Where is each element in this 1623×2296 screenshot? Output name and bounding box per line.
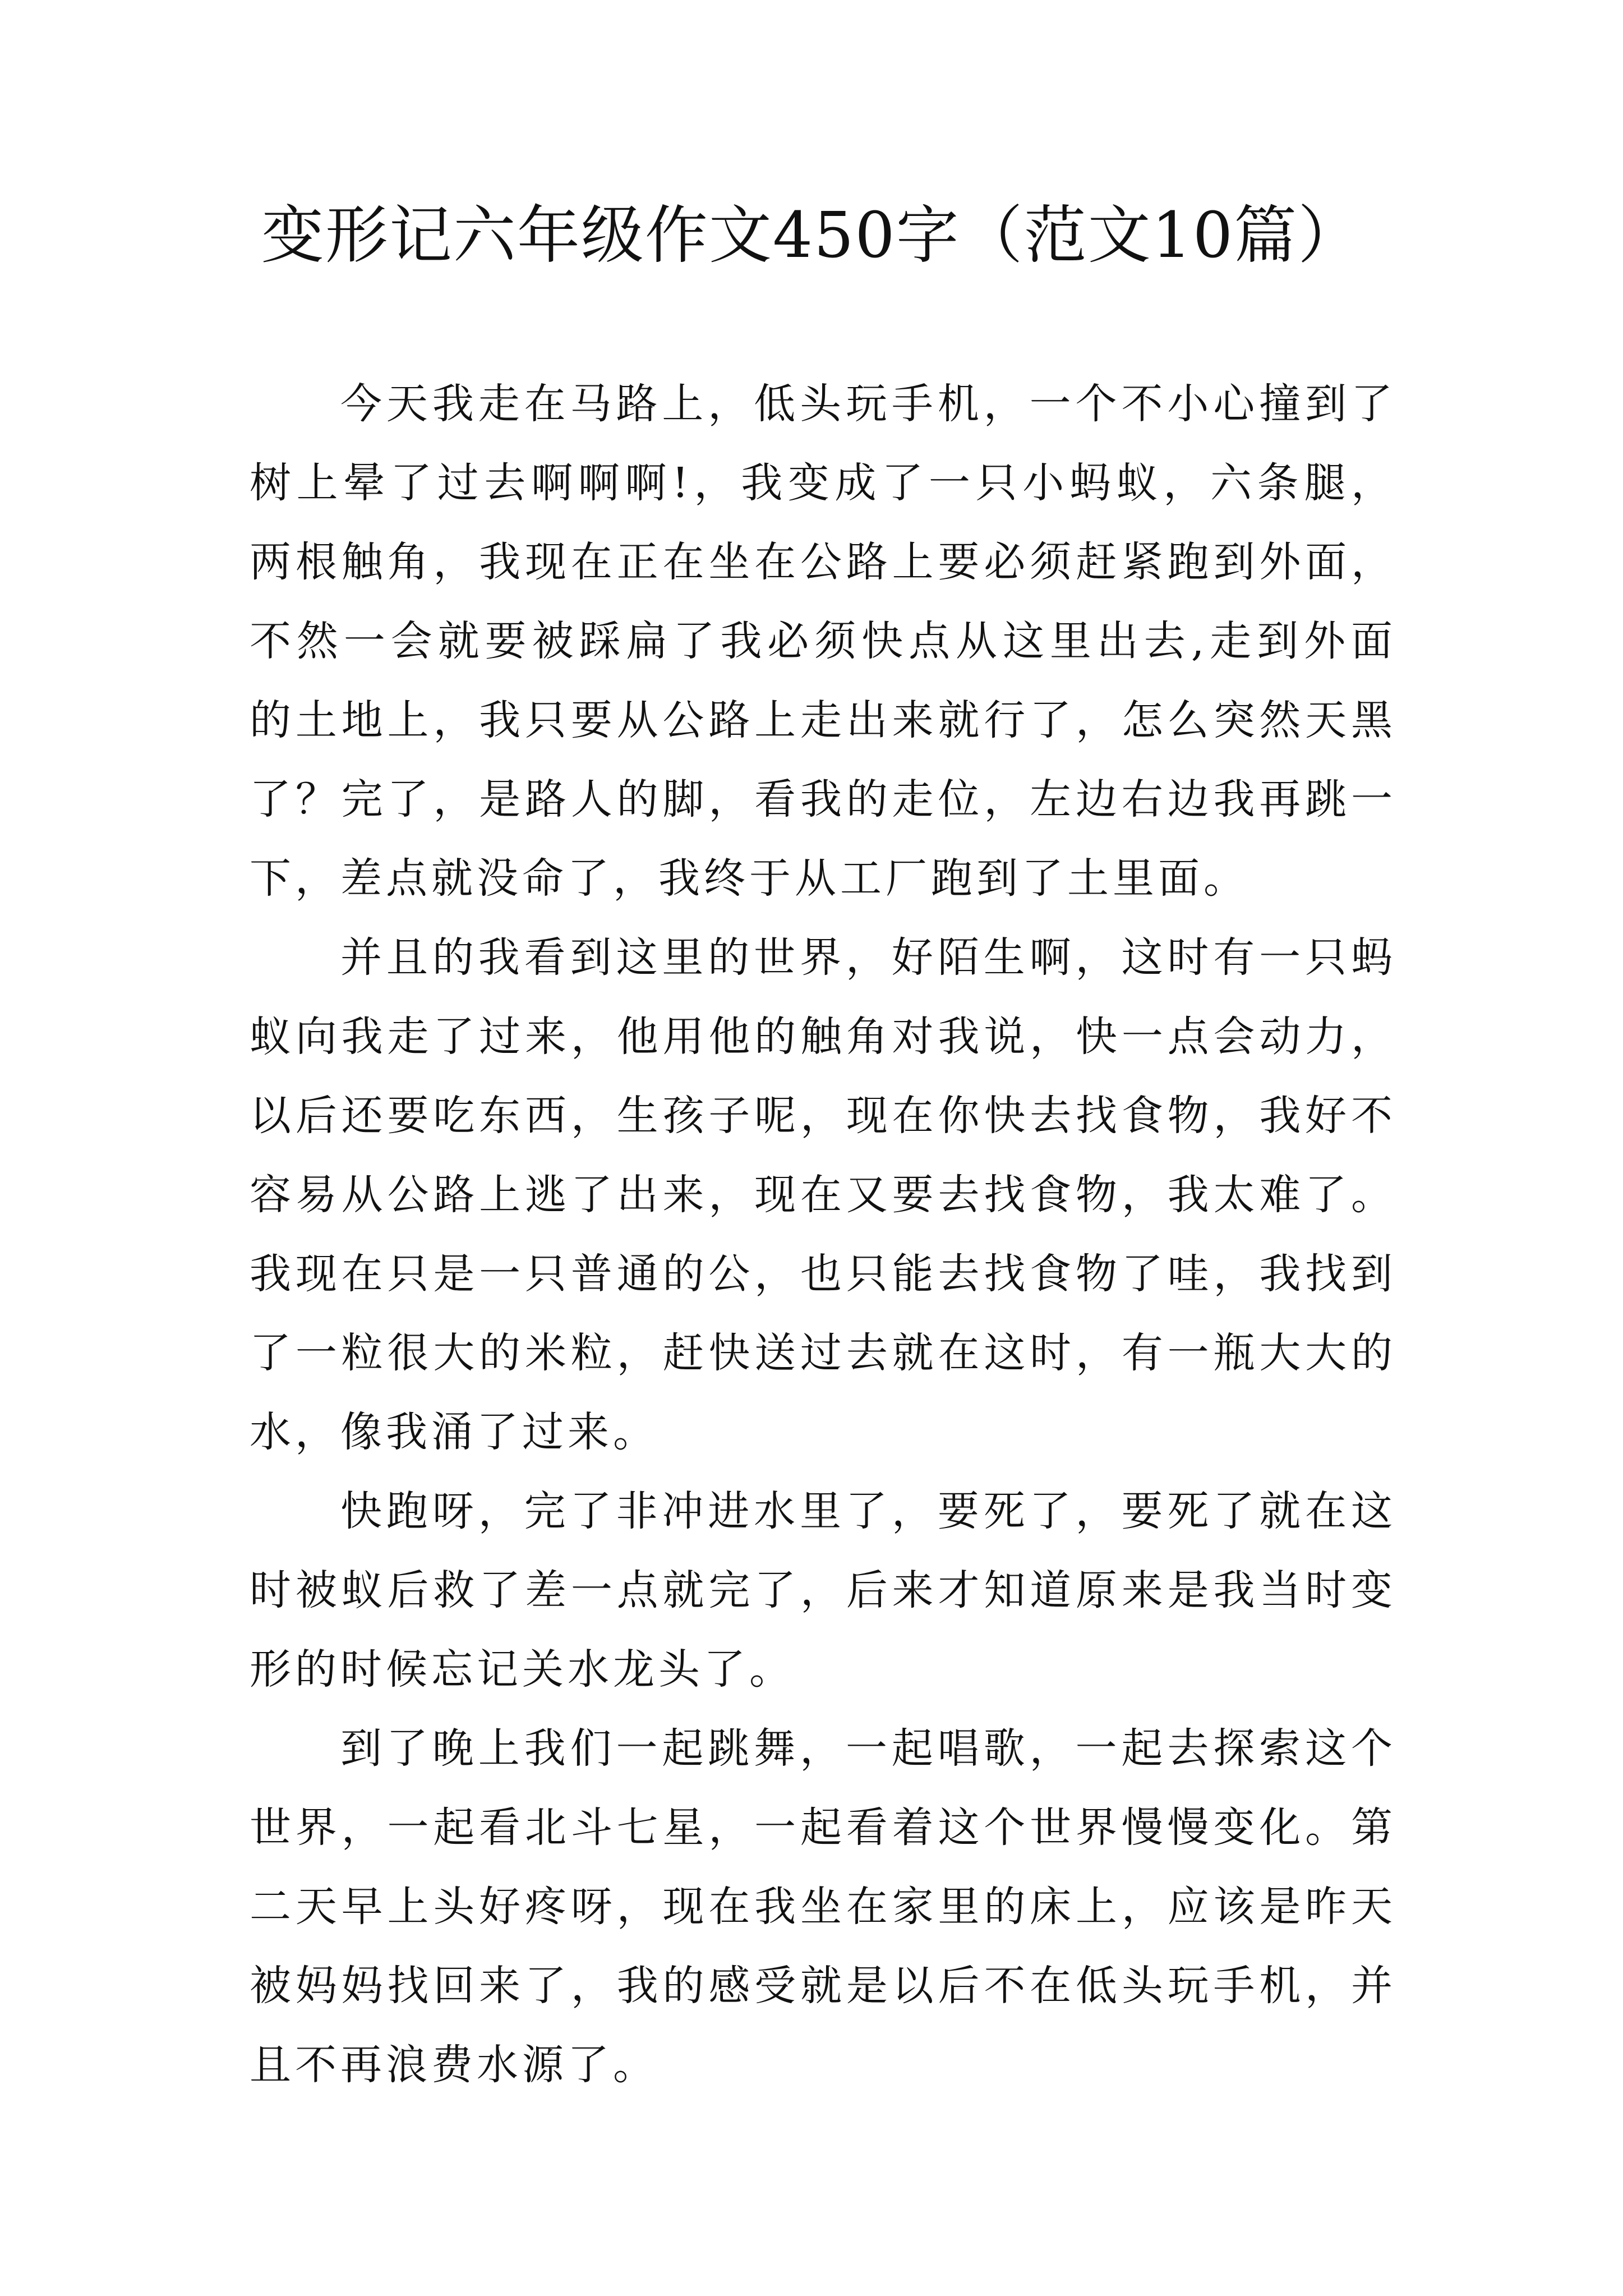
document-body (250, 365, 1396, 2105)
paragraph-1: 今天我走在马路上，低头玩手机，一个不小心撞到了树上晕了过去啊啊啊!，我变成了一只小蚂蚁，六条腿，两根触角，我现在正在坐在公路上要必须赶紧跑到外面，不然一会就要被踩扁了我必须快点从这里出去,走到外面的土地上，我只要从公路上走出来就行了，怎么突然天黑了？完了，是路人的脚，看我的走位，左边右边我再跳一下，差点就没命了，我终于从工厂跑到了土里面。 (250, 380, 1396, 903)
paragraph-2: 并且的我看到这里的世界，好陌生啊，这时有一只蚂蚁向我走了过来，他用他的触角对我说，快一点会动力，以后还要吃东西，生孩子呢，现在你快去找食物，我好不容易从公路上逃了出来，现在又要去找食物，我太难了。我现在只是一只普通的公，也只能去找食物了哇，我找到了一粒很大的米粒，赶快送过去就在这时，有一瓶大大的水，像我涌了过来。 (250, 933, 1396, 1456)
document-title: 变形记六年级作文450字（范文10篇） (261, 199, 1362, 272)
paragraph-3: 快跑呀，完了非冲进水里了，要死了，要死了就在这时被蚁后救了差一点就完了，后来才知道原来是我当时变形的时候忘记关水龙头了。 (250, 1487, 1396, 1694)
paragraph-4: 到了晚上我们一起跳舞，一起唱歌，一起去探索这个世界，一起看北斗七星，一起看着这个世界慢慢变化。第二天早上头好疼呀，现在我坐在家里的床上，应该是昨天被妈妈找回来了，我的感受就是以后不在低头玩手机，并且不再浪费水源了。 (250, 1724, 1396, 2089)
